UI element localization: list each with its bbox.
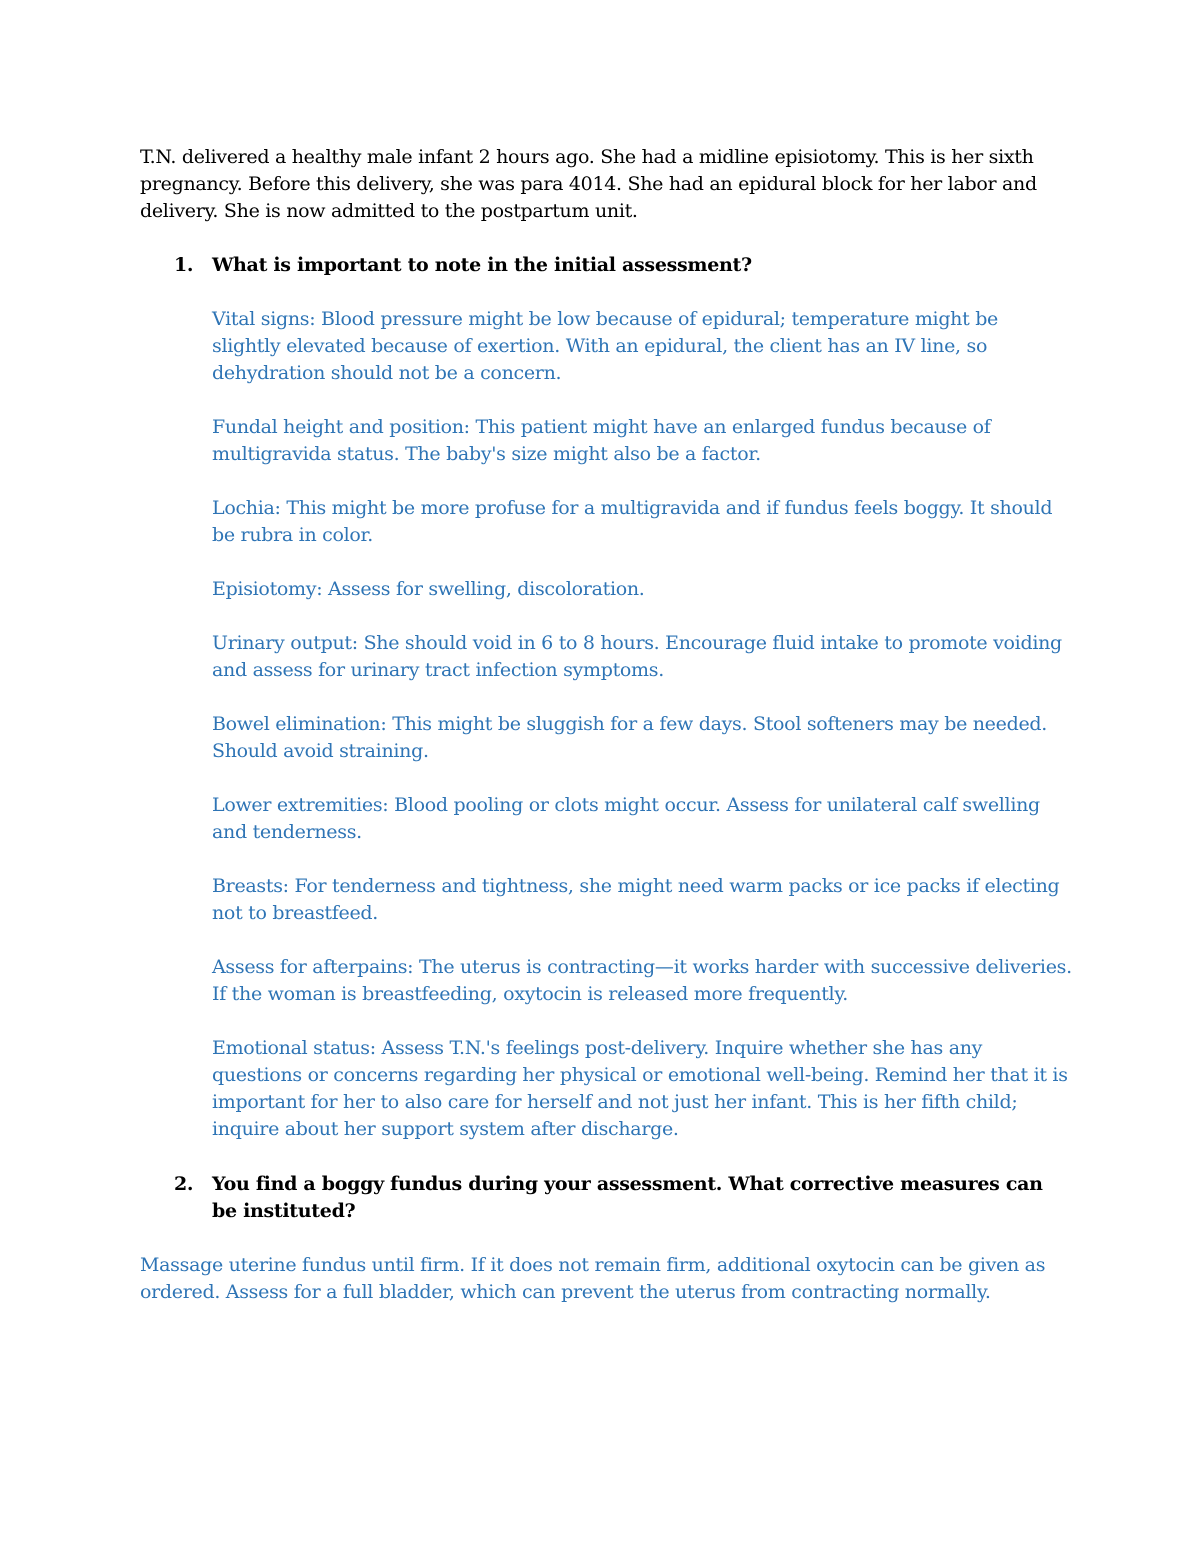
answer-fundal-height: Fundal height and position: This patient might have an enlarged fundus because of multigravida status. The baby's size might also be a factor.	[212, 416, 991, 465]
answer-episiotomy: Episiotomy: Assess for swelling, discoloration.	[212, 578, 645, 600]
question-1-answers	[212, 306, 1072, 1170]
case-intro: T.N. delivered a healthy male infant 2 hours ago. She had a midline episiotomy. This is her sixth pregnancy. Before this delivery, she was para 4014. She had an epidural block for her labor and delivery. She is now admitted to the postpartum unit.	[140, 146, 1037, 222]
answer-lower-extremities: Lower extremities: Blood pooling or clots might occur. Assess for unilateral calf swelling and tenderness.	[212, 794, 1040, 843]
answer-emotional-status: Emotional status: Assess T.N.'s feelings post-delivery. Inquire whether she has any questions or concerns regarding her physical or emotional well-being. Remind her that it is important for her to also care for herself and not just her infant. This is her fifth child; inquire about her support system after discharge.	[212, 1037, 1068, 1140]
answer-breasts: Breasts: For tenderness and tightness, she might need warm packs or ice packs if electing not to breastfeed.	[212, 875, 1060, 924]
answer-urinary-output: Urinary output: She should void in 6 to 8 hours. Encourage fluid intake to promote voiding and assess for urinary tract infection symptoms.	[212, 632, 1062, 681]
question-1	[140, 252, 1065, 279]
question-2-text: You find a boggy fundus during your assessment. What corrective measures can be instituted?	[212, 1173, 1043, 1222]
answer-bowel-elimination: Bowel elimination: This might be sluggish for a few days. Stool softeners may be needed. Should avoid straining.	[212, 713, 1047, 762]
answer-lochia: Lochia: This might be more profuse for a multigravida and if fundus feels boggy. It should be rubra in color.	[212, 497, 1053, 546]
question-1-text: What is important to note in the initial assessment?	[212, 254, 752, 276]
question-2-answer: Massage uterine fundus until firm. If it does not remain firm, additional oxytocin can be given as ordered. Assess for a full bladder, which can prevent the uterus from contracting normally.	[140, 1254, 1046, 1303]
question-2	[140, 1171, 1065, 1225]
question-1-number: 1.	[174, 254, 194, 276]
answer-vital-signs: Vital signs: Blood pressure might be low because of epidural; temperature might be slightly elevated because of exertion. With an epidural, the client has an IV line, so dehydration should not be a concern.	[212, 308, 998, 384]
question-2-number: 2.	[174, 1173, 194, 1195]
answer-afterpains: Assess for afterpains: The uterus is contracting—it works harder with successive deliveries. If the woman is breastfeeding, oxytocin is released more frequently.	[212, 956, 1072, 1005]
